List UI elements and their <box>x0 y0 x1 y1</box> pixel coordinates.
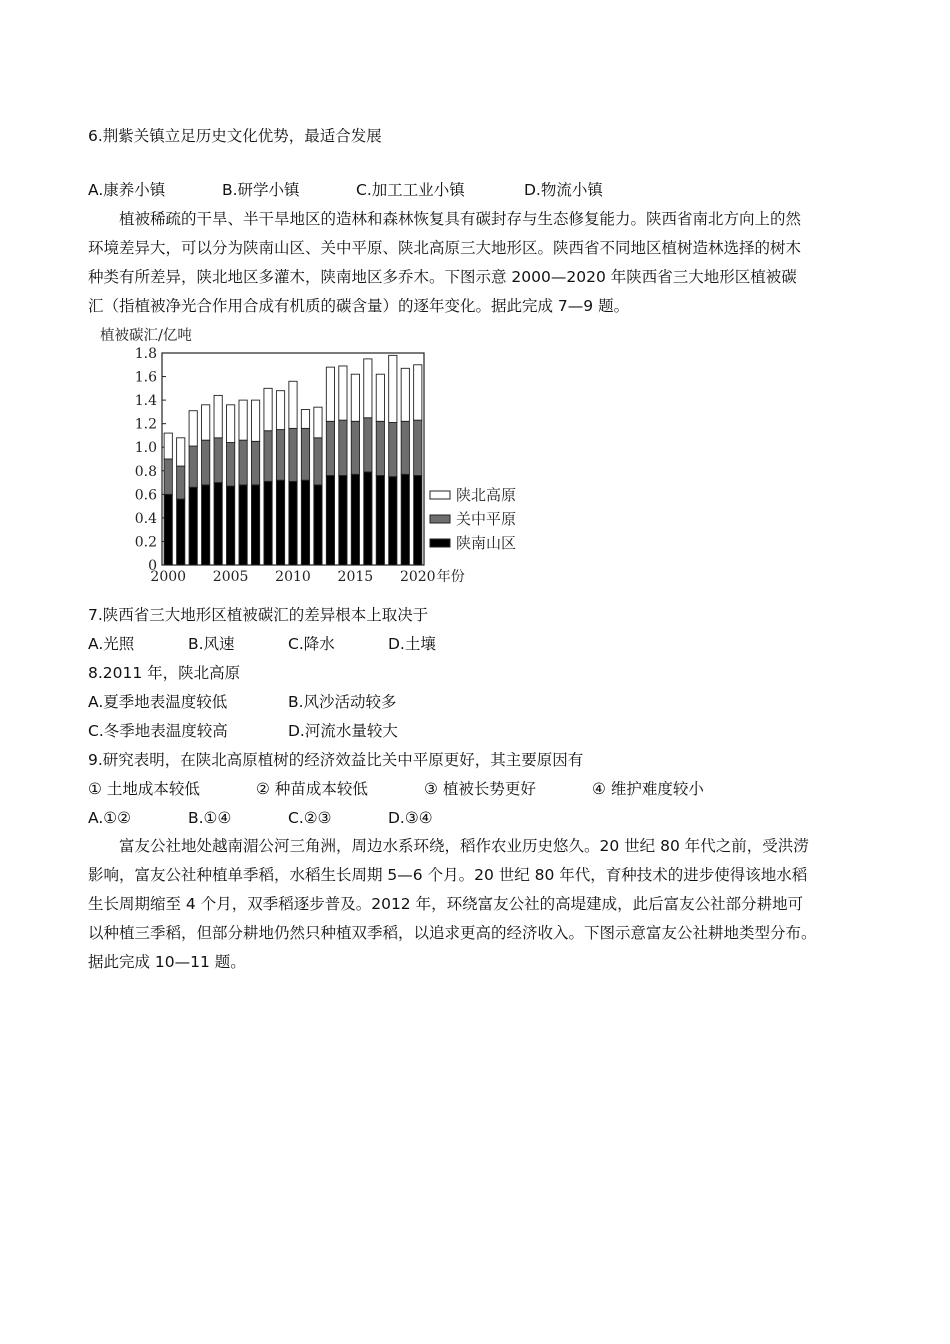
bar-segment <box>227 405 235 443</box>
legend-swatch <box>430 515 450 523</box>
passage-2-line: 生长周期缩至 4 个月，双季稻逐步普及。2012 年，环绕富友公社的高堤建成，此后富友公社部分耕地可 <box>88 895 804 913</box>
bar-segment <box>164 459 172 494</box>
legend-label: 陕北高原 <box>456 486 517 504</box>
q6-stem: 6.荆紫关镇立足历史文化优势，最适合发展 <box>88 127 382 145</box>
x-tick-label: 2005 <box>212 569 249 585</box>
q8-options-row2 <box>88 721 398 741</box>
y-tick-label: 0.6 <box>134 487 157 504</box>
q7-option-a: A.光照 <box>88 635 135 653</box>
legend-label: 关中平原 <box>456 510 517 528</box>
q6-option-d: D.物流小镇 <box>524 181 603 199</box>
passage-1-line: 汇（指植被净光合作用合成有机质的碳含量）的逐年变化。据此完成 7—9 题。 <box>88 297 630 315</box>
q7-option-c: C.降水 <box>288 635 335 653</box>
bar-segment <box>264 388 272 430</box>
bar-segment <box>177 466 185 499</box>
y-tick-label: 1.6 <box>134 369 157 386</box>
bar-segment <box>364 418 372 472</box>
q7-option-d: D.土壤 <box>388 635 436 653</box>
q7-options <box>88 634 436 654</box>
bar-segment <box>289 428 297 481</box>
y-axis-label: 植被碳汇/亿吨 <box>100 328 192 344</box>
bar-segment <box>339 366 347 420</box>
bar-segment <box>264 481 272 565</box>
bar-segment <box>401 368 409 421</box>
passage-1-line: 种类有所差异，陕北地区多灌木，陕南地区多乔木。下图示意 2000—2020 年陕西省三大地形区植被碳 <box>88 268 797 286</box>
bar-segment <box>251 485 259 565</box>
bar-segment <box>202 485 210 565</box>
carbon-sink-chart <box>92 322 542 590</box>
x-tick-label: 2015 <box>337 569 374 585</box>
y-tick-label: 0.8 <box>134 463 157 480</box>
bar-segment <box>414 475 422 565</box>
bar-segment <box>326 367 334 421</box>
q6-option-b: B.研学小镇 <box>222 181 300 199</box>
q7-stem: 7.陕西省三大地形区植被碳汇的差异根本上取决于 <box>88 606 429 624</box>
y-tick-label: 1.4 <box>134 393 157 410</box>
legend-label: 陕南山区 <box>456 534 517 552</box>
passage-2 <box>88 832 868 977</box>
legend-swatch <box>430 491 450 499</box>
passage-2-line: 以种植三季稻，但部分耕地仍然只种植双季稻，以追求更高的经济收入。下图示意富友公社耕地类型分布。 <box>88 924 817 942</box>
bar-segment <box>351 474 359 565</box>
bar-segment <box>189 487 197 565</box>
bar-segment <box>314 438 322 485</box>
bar-segment <box>251 441 259 485</box>
x-tick-label: 2000 <box>150 569 187 585</box>
bar-segment <box>401 421 409 474</box>
bars <box>164 355 422 565</box>
q9-option-c: C.②③ <box>288 809 332 827</box>
bar-segment <box>339 475 347 565</box>
bar-segment <box>164 494 172 565</box>
bar-segment <box>239 400 247 440</box>
bar-segment <box>326 421 334 475</box>
q9-option-b: B.①④ <box>188 809 232 827</box>
q9-option-d: D.③④ <box>388 809 433 827</box>
q9-option-a: A.①② <box>88 809 132 827</box>
bar-segment <box>289 481 297 565</box>
bar-segment <box>326 475 334 565</box>
q7-option-b: B.风速 <box>188 635 235 653</box>
bar-segment <box>414 420 422 475</box>
q6-options <box>88 180 603 200</box>
bar-segment <box>164 433 172 459</box>
q8-options-row1 <box>88 692 397 712</box>
bar-segment <box>364 472 372 565</box>
bar-segment <box>227 443 235 487</box>
q8-stem: 8.2011 年，陕北高原 <box>88 664 241 682</box>
legend <box>430 486 516 552</box>
bar-segment <box>202 405 210 440</box>
q9-items <box>88 779 704 799</box>
passage-1 <box>88 205 868 321</box>
y-tick-label: 0 <box>148 558 157 574</box>
y-tick-label: 1.2 <box>134 416 157 433</box>
bar-segment <box>351 421 359 474</box>
passage-1-line: 环境差异大，可以分为陕南山区、关中平原、陕北高原三大地形区。陕西省不同地区植树造林选择的树木 <box>88 239 802 257</box>
bar-segment <box>251 400 259 441</box>
bar-segment <box>177 499 185 565</box>
legend-swatch <box>430 539 450 547</box>
bar-segment <box>389 477 397 565</box>
bar-segment <box>389 355 397 422</box>
bar-segment <box>276 480 284 565</box>
bar-segment <box>177 438 185 466</box>
bar-segment <box>401 474 409 565</box>
bar-segment <box>227 486 235 565</box>
q8-option-d: D.河流水量较大 <box>288 722 398 740</box>
bar-segment <box>314 407 322 438</box>
bar-segment <box>189 411 197 446</box>
q9-item-3: ③ 植被长势更好 <box>424 780 536 798</box>
q8-option-c: C.冬季地表温度较高 <box>88 722 228 740</box>
passage-1-line: 植被稀疏的干旱、半干旱地区的造林和森林恢复具有碳封存与生态修复能力。陕西省南北方向上的然 <box>119 210 802 228</box>
bar-segment <box>301 410 309 429</box>
bar-segment <box>339 420 347 475</box>
bar-segment <box>376 475 384 565</box>
bar-segment <box>364 359 372 418</box>
y-tick-label: 1.0 <box>134 440 157 457</box>
bar-segment <box>239 485 247 565</box>
bar-segment <box>351 374 359 421</box>
q9-item-2: ② 种苗成本较低 <box>256 780 368 798</box>
q8-option-b: B.风沙活动较多 <box>288 693 397 711</box>
bar-segment <box>264 431 272 482</box>
bar-segment <box>276 430 284 481</box>
x-tick-label: 2020 <box>399 569 436 585</box>
x-tick-label: 2010 <box>275 569 311 585</box>
q6-option-c: C.加工工业小镇 <box>356 181 465 199</box>
y-tick-label: 0.4 <box>134 510 157 527</box>
bar-segment <box>214 483 222 565</box>
bar-segment <box>376 421 384 475</box>
bar-segment <box>289 381 297 428</box>
q6-option-a: A.康养小镇 <box>88 181 166 199</box>
bar-segment <box>214 438 222 483</box>
bar-segment <box>189 446 197 487</box>
passage-2-line: 影响，富友公社种植单季稻，水稻生长周期 5—6 个月。20 世纪 80 年代，育种技术的进步使得该地水稻 <box>88 866 808 884</box>
bar-segment <box>202 440 210 485</box>
q9-item-4: ④ 维护难度较小 <box>592 780 704 798</box>
passage-2-line: 据此完成 10—11 题。 <box>88 953 246 971</box>
q9-item-1: ① 土地成本较低 <box>88 780 200 798</box>
x-axis-label: 年份 <box>436 569 465 585</box>
bar-segment <box>214 395 222 437</box>
x-axis <box>150 568 464 585</box>
bar-segment <box>301 480 309 565</box>
bar-segment <box>239 440 247 485</box>
bar-segment <box>389 422 397 476</box>
bar-segment <box>301 428 309 480</box>
passage-2-line: 富友公社地处越南湄公河三角洲，周边水系环绕，稻作农业历史悠久。20 世纪 80 年代之前，受洪涝 <box>119 837 809 855</box>
q9-stem: 9.研究表明，在陕北高原植树的经济效益比关中平原更好，其主要原因有 <box>88 751 584 769</box>
y-tick-label: 1.8 <box>134 346 157 362</box>
y-tick-label: 0.2 <box>134 534 157 551</box>
bar-segment <box>414 365 422 420</box>
bar-segment <box>314 485 322 565</box>
bar-segment <box>276 391 284 430</box>
q9-options <box>88 808 433 828</box>
q8-option-a: A.夏季地表温度较低 <box>88 693 228 711</box>
bar-segment <box>376 374 384 421</box>
